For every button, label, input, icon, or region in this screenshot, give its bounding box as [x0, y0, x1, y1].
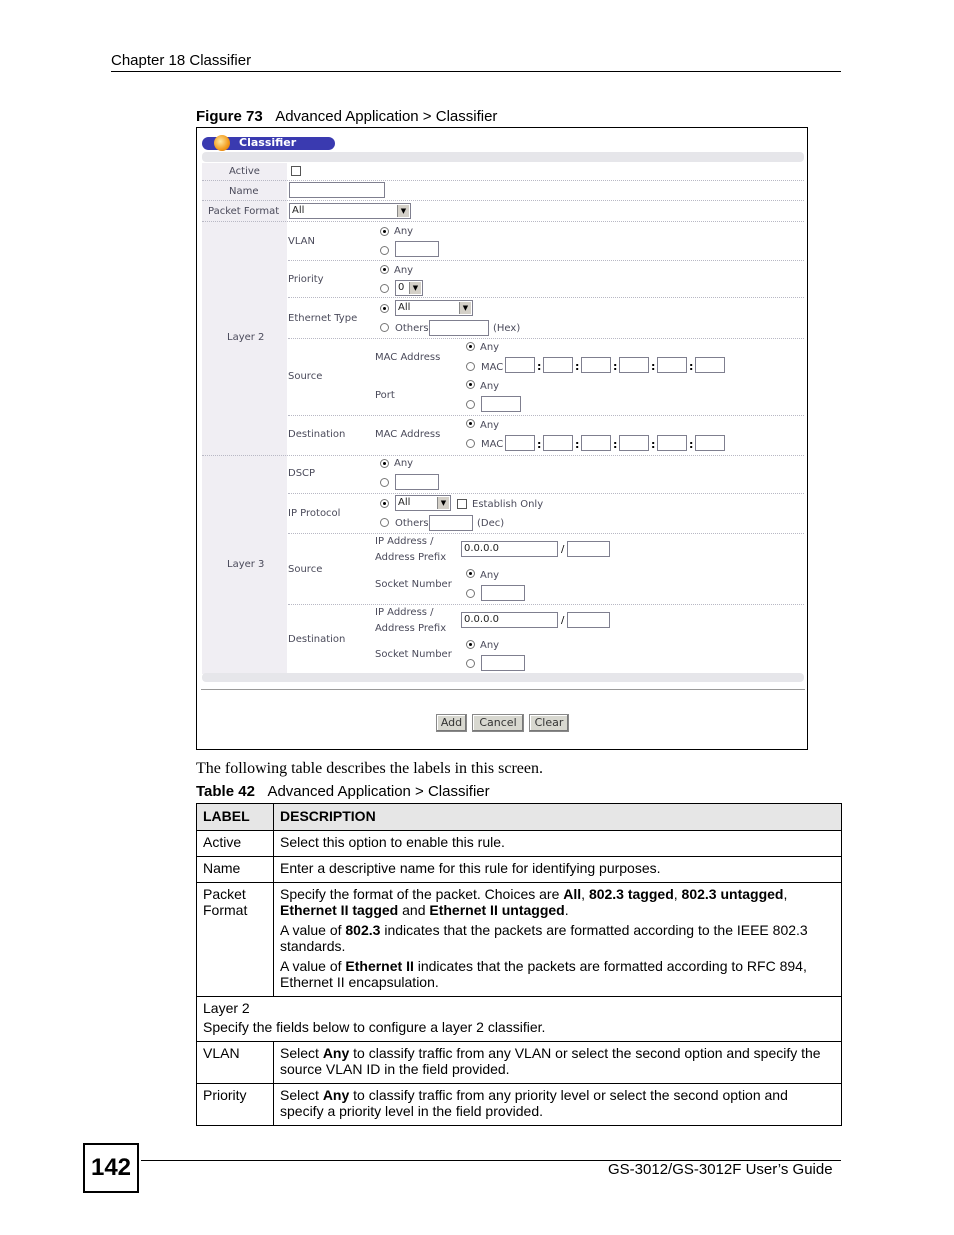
figure-label: Figure 73 [196, 108, 263, 125]
row-description: Enter a descriptive name for this rule for identifying purposes. [274, 857, 842, 883]
ip-protocol-others-radio[interactable] [380, 518, 389, 527]
dst-mac-radio[interactable] [466, 439, 475, 448]
colon: : [537, 360, 542, 373]
colon: : [689, 360, 694, 373]
table-label: Table 42 [196, 783, 255, 800]
table-row [197, 1084, 842, 1126]
row-divider [202, 200, 804, 201]
src-mac-octet-6[interactable] [695, 357, 725, 373]
row-divider [202, 221, 804, 222]
bottom-band [202, 673, 804, 682]
src-prefix-input[interactable] [567, 541, 610, 557]
ethernet-type-all-radio[interactable] [380, 304, 389, 313]
desc-paragraph [280, 886, 835, 918]
text: to classify traffic from any priority level or select the second option and specify a priority level in the field provided. [280, 1087, 788, 1119]
src-mac-any-label: Any [480, 342, 500, 353]
src-mac-octet-3[interactable] [581, 357, 611, 373]
table-row [197, 883, 842, 997]
dst-socket-radio[interactable] [466, 659, 475, 668]
src-socket-any-radio[interactable] [466, 569, 475, 578]
figure-title: Advanced Application > Classifier [275, 108, 498, 125]
dscp-any-radio[interactable] [380, 459, 389, 468]
page-number: 142 [83, 1143, 139, 1193]
ip-protocol-all-radio[interactable] [380, 499, 389, 508]
dst-socket-label: Socket Number [375, 649, 452, 660]
text: A value of [280, 958, 346, 974]
row-divider [288, 493, 804, 494]
dec-label: (Dec) [477, 518, 505, 529]
establish-only-checkbox[interactable] [457, 499, 467, 509]
header-rule [111, 71, 841, 72]
priority-select[interactable] [395, 280, 423, 296]
ethernet-type-label: Ethernet Type [288, 313, 358, 324]
bold-text: Ethernet II [345, 958, 414, 974]
row-divider [288, 533, 804, 534]
intro-paragraph: The following table describes the labels in this screen. [196, 760, 544, 777]
ip-protocol-label: IP Protocol [288, 508, 341, 519]
row-description: Select this option to enable this rule. [274, 831, 842, 857]
footer-guide-title: GS-3012/GS-3012F User’s Guide [608, 1161, 833, 1178]
ip-protocol-input[interactable] [429, 515, 473, 531]
colon: : [613, 438, 618, 451]
src-ip-label-line2: Address Prefix [375, 552, 447, 563]
src-port-any-label: Any [480, 381, 500, 392]
bold-text: 802.3 tagged [588, 886, 674, 902]
vlan-id-radio[interactable] [380, 246, 389, 255]
table-title: Advanced Application > Classifier [267, 783, 490, 800]
src-mac-octet-5[interactable] [657, 357, 687, 373]
figure-caption [196, 108, 497, 125]
src-mac-octet-2[interactable] [543, 357, 573, 373]
text: and [398, 902, 430, 918]
dst-mac-any-label: Any [480, 420, 500, 431]
row-label: Name [197, 857, 274, 883]
dst-mac-octet-6[interactable] [695, 435, 725, 451]
text: to classify traffic from any VLAN or select the second option and specify the source VLAN ID in the field provided. [280, 1045, 821, 1077]
src-socket-any-label: Any [480, 570, 500, 581]
clear-button[interactable]: Clear [529, 714, 569, 732]
dst-mac-label: MAC [481, 439, 504, 450]
panel-title: Classifier [239, 136, 297, 149]
bold-text: Any [322, 1087, 350, 1103]
layer3-label: Layer 3 [227, 559, 265, 570]
bold-text: Ethernet II tagged [280, 902, 399, 918]
ethernet-type-others-radio[interactable] [380, 323, 389, 332]
dst-mac-address-label: MAC Address [375, 429, 441, 440]
ip-protocol-select[interactable] [395, 495, 451, 511]
src-port-radio[interactable] [466, 400, 475, 409]
l2-destination-label: Destination [288, 429, 346, 440]
bold-text: All [563, 886, 582, 902]
left-label-column [202, 163, 287, 674]
vlan-any-radio[interactable] [380, 227, 389, 236]
name-input[interactable] [289, 182, 385, 198]
active-label: Active [229, 166, 260, 177]
hex-label: (Hex) [493, 323, 521, 334]
desc-paragraph [280, 922, 835, 954]
dst-mac-any-radio[interactable] [466, 419, 475, 428]
text: Specify the format of the packet. Choices are [280, 886, 564, 902]
row-label: Active [197, 831, 274, 857]
table-row [197, 1042, 842, 1084]
src-mac-octet-1[interactable] [505, 357, 535, 373]
src-socket-label: Socket Number [375, 579, 452, 590]
priority-value: 0 [398, 282, 405, 293]
src-ip-label-line1: IP Address / [375, 536, 434, 547]
text: Select [280, 1045, 323, 1061]
chevron-down-icon: ▼ [437, 497, 449, 509]
row-label [197, 883, 274, 997]
layer2-label: Layer 2 [227, 332, 265, 343]
name-label: Name [229, 186, 259, 197]
row-label: VLAN [197, 1042, 274, 1084]
colon: : [689, 438, 694, 451]
src-mac-any-radio[interactable] [466, 342, 475, 351]
dst-prefix-input[interactable] [567, 612, 610, 628]
label-header: LABEL [197, 804, 274, 831]
vlan-label: VLAN [288, 236, 315, 247]
src-mac-radio[interactable] [466, 362, 475, 371]
dscp-label: DSCP [288, 468, 316, 479]
l3-source-label: Source [288, 564, 323, 575]
l2-source-label: Source [288, 371, 323, 382]
divider [201, 689, 805, 690]
ethernet-type-others-label: Others [395, 323, 429, 334]
ip-protocol-value: All [398, 497, 411, 508]
section-cell [197, 997, 842, 1042]
src-port-any-radio[interactable] [466, 380, 475, 389]
top-band [202, 152, 804, 162]
text: indicates that the packets are formatted according to RFC 894, Ethernet II encapsulation. [280, 958, 807, 990]
table-row [197, 857, 842, 883]
row-divider [288, 604, 804, 605]
text: , [581, 886, 589, 902]
description-header: DESCRIPTION [274, 804, 842, 831]
bold-text: Ethernet II untagged [429, 902, 565, 918]
src-port-label: Port [375, 390, 395, 401]
ethernet-type-value: All [398, 302, 411, 313]
priority-any-radio[interactable] [380, 265, 389, 274]
dscp-any-label: Any [394, 458, 414, 469]
row-divider [288, 260, 804, 261]
section-title: Layer 2 [203, 1000, 250, 1016]
dscp-input[interactable] [395, 474, 439, 490]
src-mac-address-label: MAC Address [375, 352, 441, 363]
row-divider [288, 297, 804, 298]
establish-only-label: Establish Only [472, 499, 544, 510]
text: , [673, 886, 682, 902]
bold-text: Any [322, 1045, 350, 1061]
text: Select [280, 1087, 323, 1103]
table-header-row [197, 804, 842, 831]
desc-paragraph [280, 958, 835, 990]
text: A value of [280, 922, 346, 938]
colon: : [575, 438, 580, 451]
dst-socket-any-label: Any [480, 640, 500, 651]
row-label-line1: Packet [203, 886, 246, 902]
chevron-down-icon: ▼ [459, 302, 471, 314]
packet-format-select[interactable] [289, 203, 411, 219]
row-label-line2: Format [203, 902, 248, 918]
bold-text: 802.3 [345, 922, 381, 938]
dst-ip-label-line2: Address Prefix [375, 623, 447, 634]
table-row [197, 831, 842, 857]
text: , [783, 886, 788, 902]
dst-ip-input[interactable]: 0.0.0.0 [461, 612, 558, 628]
src-port-input[interactable] [481, 396, 521, 412]
packet-format-label: Packet Format [208, 206, 280, 217]
dst-mac-octet-4[interactable] [619, 435, 649, 451]
chapter-header: Chapter 18 Classifier [111, 52, 252, 69]
slash: / [561, 615, 565, 626]
active-checkbox[interactable] [291, 166, 301, 176]
src-socket-radio[interactable] [466, 589, 475, 598]
priority-level-radio[interactable] [380, 284, 389, 293]
slash: / [561, 544, 565, 555]
l3-destination-label: Destination [288, 634, 346, 645]
chevron-down-icon: ▼ [397, 205, 409, 217]
dscp-value-radio[interactable] [380, 478, 389, 487]
colon: : [613, 360, 618, 373]
add-button[interactable]: Add [436, 714, 467, 732]
dst-mac-octet-3[interactable] [581, 435, 611, 451]
vlan-any-label: Any [394, 226, 414, 237]
table-section-row [197, 997, 842, 1042]
vlan-id-input[interactable] [395, 241, 439, 257]
bold-text: 802.3 untagged [681, 886, 784, 902]
dst-socket-input[interactable] [481, 655, 525, 671]
src-socket-input[interactable] [481, 585, 525, 601]
dst-mac-octet-2[interactable] [543, 435, 573, 451]
ethernet-type-select[interactable] [395, 300, 473, 316]
ip-protocol-others-label: Others [395, 518, 429, 529]
chevron-down-icon: ▼ [409, 282, 421, 294]
colon: : [537, 438, 542, 451]
src-ip-input[interactable]: 0.0.0.0 [461, 541, 558, 557]
colon: : [651, 438, 656, 451]
src-mac-label: MAC [481, 362, 504, 373]
row-description [274, 1042, 842, 1084]
description-table [196, 803, 842, 1126]
row-label: Priority [197, 1084, 274, 1126]
src-mac-octet-4[interactable] [619, 357, 649, 373]
dst-mac-octet-5[interactable] [657, 435, 687, 451]
table-caption [196, 783, 490, 800]
row-divider [288, 415, 804, 416]
row-description [274, 883, 842, 997]
text: indicates that the packets are formatted according to the IEEE 802.3 standards. [280, 922, 808, 954]
colon: : [575, 360, 580, 373]
priority-any-label: Any [394, 265, 414, 276]
dst-mac-octet-1[interactable] [505, 435, 535, 451]
text: . [564, 902, 569, 918]
cancel-button[interactable]: Cancel [472, 714, 524, 732]
row-divider [202, 455, 804, 456]
dst-socket-any-radio[interactable] [466, 640, 475, 649]
dst-ip-label-line1: IP Address / [375, 607, 434, 618]
priority-label: Priority [288, 274, 324, 285]
colon: : [651, 360, 656, 373]
packet-format-value: All [292, 205, 305, 216]
row-divider [202, 180, 804, 181]
row-divider [288, 338, 804, 339]
title-orb-icon [214, 135, 230, 151]
row-description [274, 1084, 842, 1126]
section-description: Specify the fields below to configure a layer 2 classifier. [203, 1019, 546, 1035]
ethernet-type-input[interactable] [429, 320, 489, 336]
